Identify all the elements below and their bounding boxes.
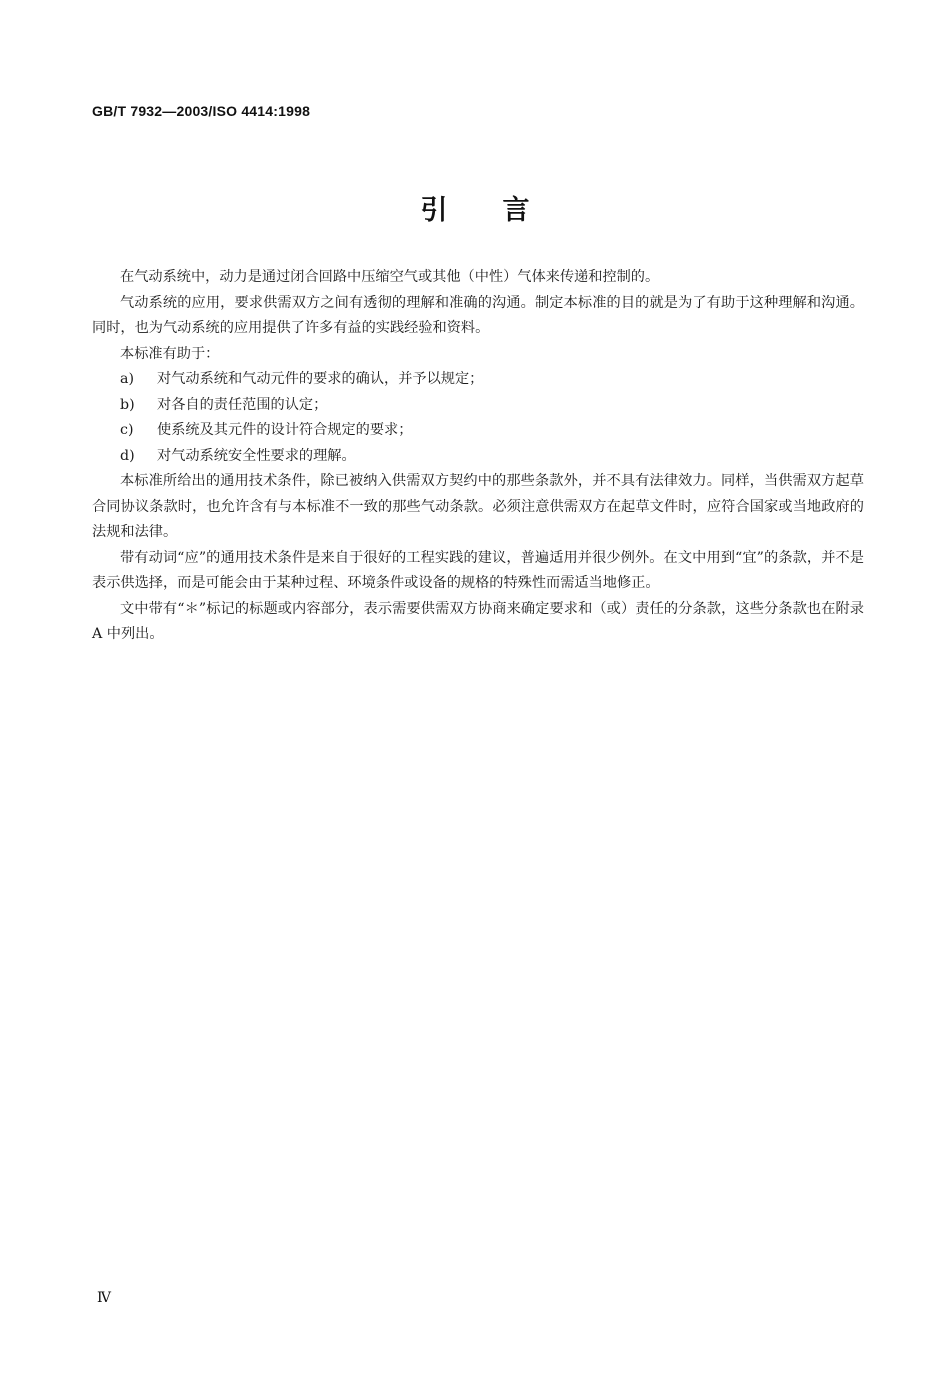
paragraph-1: 在气动系统中，动力是通过闭合回路中压缩空气或其他（中性）气体来传递和控制的。 — [120, 269, 660, 285]
paragraph-5: 带有动词“应”的通用技术条件是来自于很好的工程实践的建议，普遍适用并很少例外。在文中用到“宜”的条款，并不是表示供选择，而是可能会由于某种过程、环境条件或设备的规格的特殊性而需适当地修正。 — [92, 549, 864, 591]
paragraph-2: 气动系统的应用，要求供需双方之间有透彻的理解和准确的沟通。制定本标准的目的就是为了有助于这种理解和沟通。同时，也为气动系统的应用提供了许多有益的实践经验和资料。 — [92, 294, 864, 336]
standard-code-header: GB/T 7932—2003/ISO 4414:1998 — [92, 103, 311, 119]
paragraph-6: 文中带有“＊”标记的标题或内容部分，表示需要供需双方协商来确定要求和（或）责任的分条款，这些分条款也在附录 A 中列出。 — [92, 600, 864, 642]
list-text: 对气动系统和气动元件的要求的确认，并予以规定； — [157, 371, 484, 387]
list-item-a — [92, 367, 864, 393]
page-title: 引言 — [420, 195, 585, 226]
list-marker: d) — [120, 447, 135, 464]
list-item-d — [92, 444, 864, 470]
list-text: 对各自的责任范围的认定； — [157, 396, 328, 413]
page-number: Ⅳ — [97, 1290, 111, 1306]
list-marker: a) — [120, 371, 134, 387]
paragraph-3: 本标准有助于： — [120, 345, 220, 362]
list-marker: b) — [120, 396, 135, 413]
paragraph-4: 本标准所给出的通用技术条件，除已被纳入供需双方契约中的那些条款外，并不具有法律效力。同样，当供需双方起草合同协议条款时，也允许含有与本标准不一致的那些气动条款。必须注意供需双方在起草文件时，应符合国家或当地政府的法规和法律。 — [92, 473, 864, 540]
list-marker: c) — [120, 422, 134, 438]
document-body — [92, 265, 864, 648]
list-text: 对气动系统安全性要求的理解。 — [157, 447, 356, 464]
list-item-b — [92, 393, 864, 419]
list-item-c — [92, 418, 864, 444]
list-text: 使系统及其元件的设计符合规定的要求； — [157, 422, 413, 438]
